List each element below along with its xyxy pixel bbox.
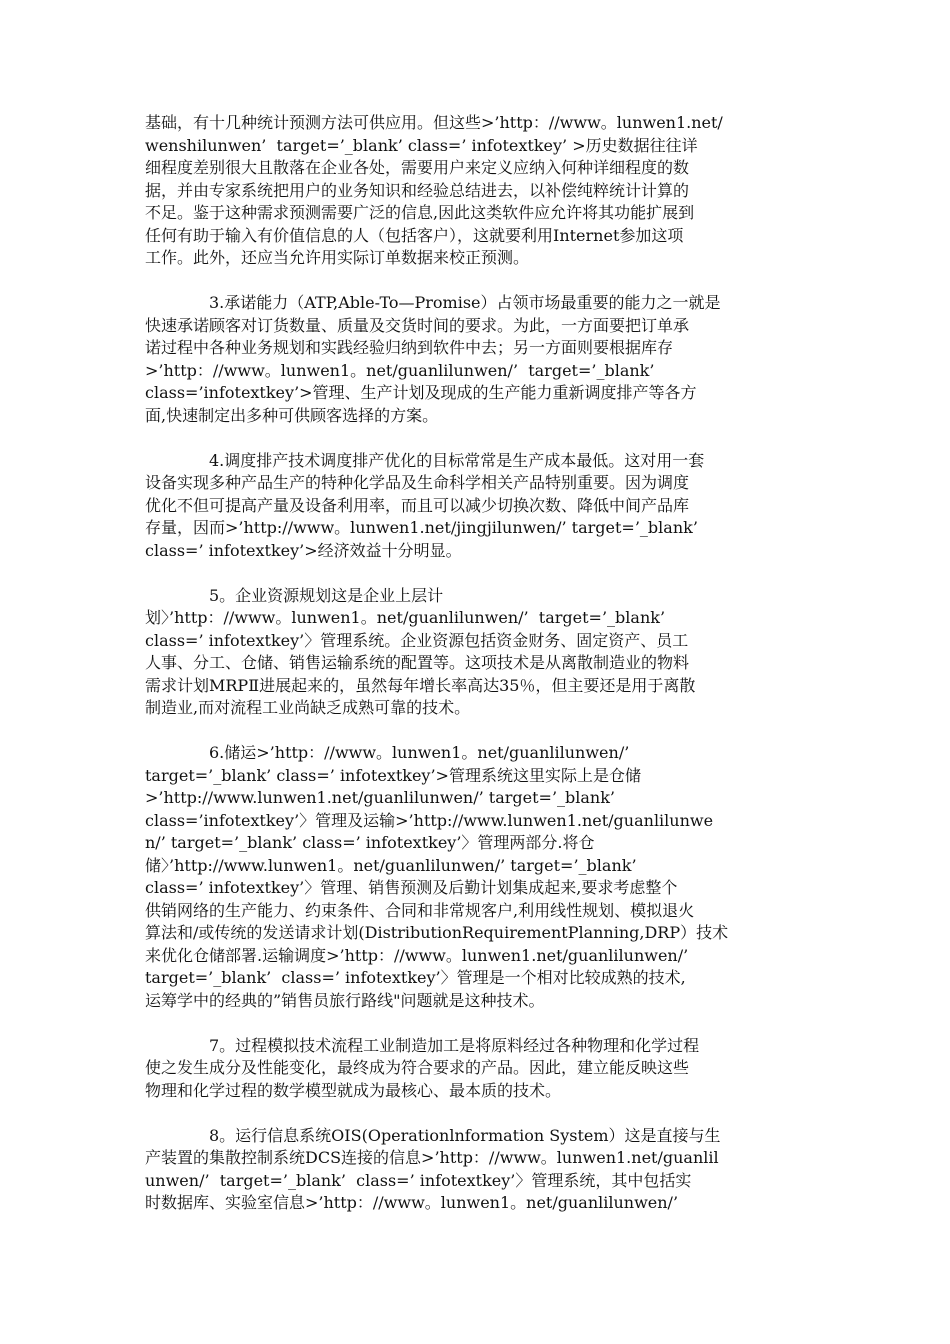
paragraph-ois <box>145 1125 810 1215</box>
text-line: 存量，因而>’http://www。lunwen1.net/jingjilunwen/’ target=’_blank’ <box>145 518 698 537</box>
text-line: 8。运行信息系统OIS(Operationlnformation System）这是直接与生 <box>209 1125 721 1145</box>
text-line: 储〉’http://www.lunwen1。net/guanlilunwen/’ target=’_blank’ <box>145 855 637 875</box>
text-line: 来优化仓储部署.运输调度>’http：//www。lunwen1.net/guanlilunwen/’ <box>145 945 689 965</box>
paragraph-atp <box>145 292 810 427</box>
text-line: class=’ infotextkey’〉管理、销售预测及后勤计划集成起来,要求考虑整个 <box>145 878 678 897</box>
text-line: class=’ infotextkey’〉管理系统。企业资源包括资金财务、固定资产、员工 <box>145 630 689 650</box>
text-line: 运筹学中的经典的”销售员旅行路线"问题就是这种技术。 <box>145 990 545 1010</box>
text-line: 不足。鉴于这种需求预测需要广泛的信息,因此这类软件应允许将其功能扩展到 <box>145 203 695 222</box>
text-line: class=’infotextkey’>管理、生产计划及现成的生产能力重新调度排产等各方 <box>145 383 697 402</box>
text-line: 工作。此外，还应当允许用实际订单数据来校正预测。 <box>145 248 530 267</box>
text-line: 需求计划MRPⅡ进展起来的，虽然每年增长率高达35％，但主要还是用于离散 <box>145 675 696 695</box>
text-line: 4.调度排产技术调度排产优化的目标常常是生产成本最低。这对用一套 <box>209 450 705 470</box>
text-line: 物理和化学过程的数学模型就成为最核心、最本质的技术。 <box>145 1080 562 1100</box>
paragraph-process-simulation <box>145 1035 810 1103</box>
paragraph-scheduling <box>145 450 810 563</box>
text-line: 5。企业资源规划这是企业上层计 <box>209 585 444 605</box>
text-line: >’http://www.lunwen1.net/guanlilunwen/’ target=’_blank’ <box>145 788 616 807</box>
text-line: n/’ target=’_blank’ class=’ infotextkey’〉管理两部分.将仓 <box>145 833 595 852</box>
text-line: target=’_blank’ class=’ infotextkey’〉管理是一个相对比较成熟的技术, <box>145 968 686 987</box>
text-line: >’http：//www。lunwen1。net/guanlilunwen/’ target=’_blank’ <box>145 360 655 380</box>
text-line: class=’infotextkey’〉管理及运输>’http://www.lunwen1.net/guanlilunwe <box>145 810 714 830</box>
text-line: 制造业,而对流程工业尚缺乏成熟可靠的技术。 <box>145 698 471 717</box>
text-line: class=’ infotextkey’>经济效益十分明显。 <box>145 540 462 560</box>
text-line: 优化不但可提高产量及设备利用率，而且可以减少切换次数、降低中间产品库 <box>145 495 690 515</box>
text-line: 据，并由专家系统把用户的业务知识和经验总结进去，以补偿纯粹统计计算的 <box>145 180 690 200</box>
text-line: 诺过程中各种业务规划和实践经验归纳到软件中去；另一方面则要根据库存 <box>145 338 674 357</box>
paragraph-erp <box>145 585 810 720</box>
text-line: 时数据库、实验室信息>’http：//www。lunwen1。net/guanlilunwen/’ <box>145 1193 679 1212</box>
text-line: 面,快速制定出多种可供顾客选择的方案。 <box>145 405 439 425</box>
text-line: 细程度差别很大且散落在企业各处，需要用户来定义应纳入何种详细程度的数 <box>145 158 690 177</box>
text-line: 3.承诺能力（ATP,Able-To—Promise）占领市场最重要的能力之一就是 <box>209 293 721 312</box>
text-line: 6.储运>’http：//www。lunwen1。net/guanlilunwen/’ <box>209 743 630 762</box>
paragraph-forecast-continued <box>145 112 810 270</box>
text-line: 供销网络的生产能力、约束条件、合同和非常规客户,利用线性规划、模拟退火 <box>145 900 695 920</box>
text-line: 任何有助于输入有价值信息的人（包括客户），这就要利用Internet参加这项 <box>145 225 684 245</box>
text-line: target=’_blank’ class=’ infotextkey’>管理系统这里实际上是仓储 <box>145 765 641 785</box>
text-line: 7。过程模拟技术流程工业制造加工是将原料经过各种物理和化学过程 <box>209 1035 700 1055</box>
paragraph-storage-transport <box>145 742 810 1012</box>
text-line: 算法和/或传统的发送请求计划(DistributionRequirementPlanning,DRP）技术 <box>145 923 729 942</box>
text-line: 使之发生成分及性能变化，最终成为符合要求的产品。因此，建立能反映这些 <box>145 1058 690 1077</box>
text-line: wenshilunwen’ target=’_blank’ class=’ infotextkey’ >历史数据往往详 <box>145 135 698 155</box>
document-body <box>145 112 810 1237</box>
text-line: 划〉’http：//www。lunwen1。net/guanlilunwen/’ target=’_blank’ <box>145 608 666 627</box>
text-line: 产装置的集散控制系统DCS连接的信息>’http：//www。lunwen1.net/guanlil <box>145 1148 719 1167</box>
text-line: 基础，有十几种统计预测方法可供应用。但这些>’http：//www。lunwen1.net/ <box>145 113 723 132</box>
text-line: 快速承诺顾客对订货数量、质量及交货时间的要求。为此，一方面要把订单承 <box>145 315 690 335</box>
text-line: 设备实现多种产品生产的特种化学品及生命科学相关产品特别重要。因为调度 <box>145 473 690 492</box>
text-line: 人事、分工、仓储、销售运输系统的配置等。这项技术是从离散制造业的物料 <box>145 653 690 672</box>
text-line: unwen/’ target=’_blank’ class=’ infotextkey’〉管理系统，其中包括实 <box>145 1170 692 1190</box>
